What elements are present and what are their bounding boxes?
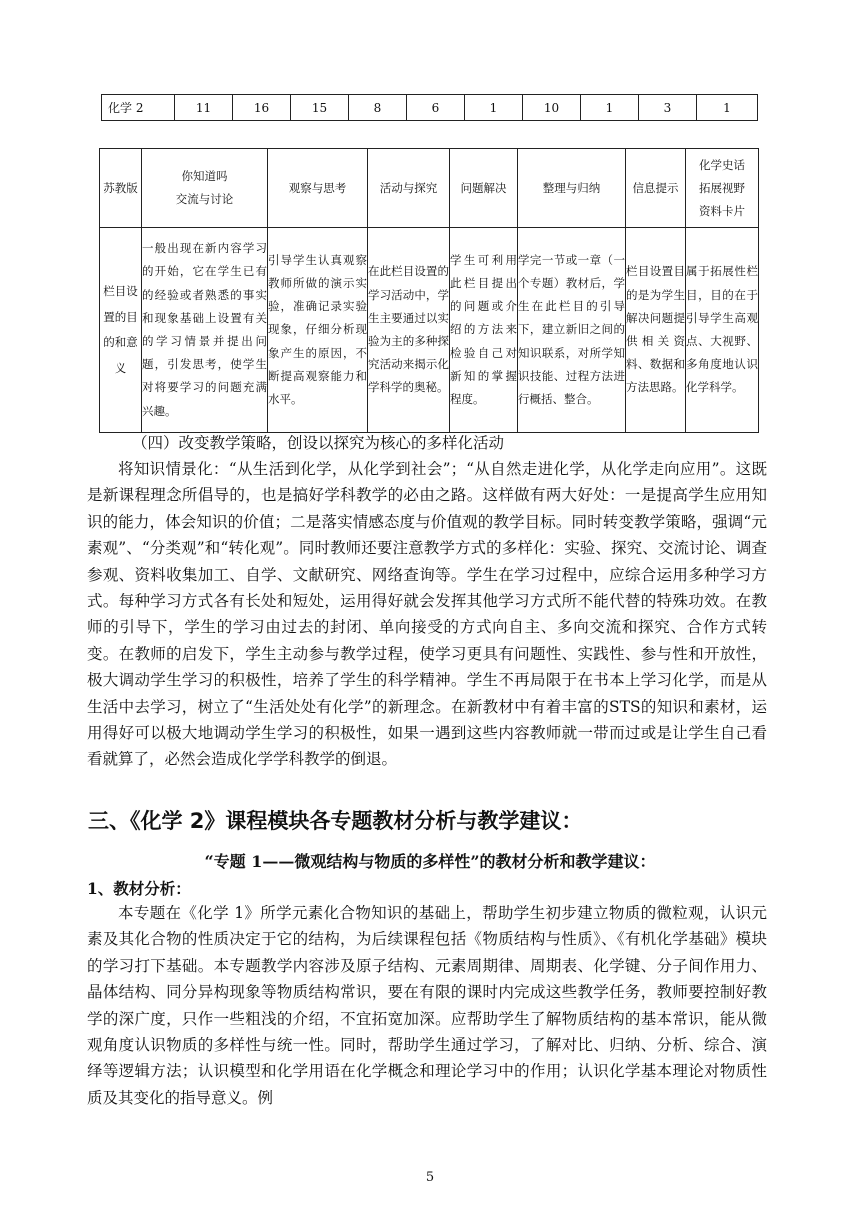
table-cell: 学生可利用此栏目提出的问题或介绍的方法来检验自己对新知的掌握程度。	[450, 228, 518, 433]
table-cell: 栏目设置目的是为学生解决问题提供相关资料、数据和方法思路。	[626, 228, 686, 433]
column-purpose-table	[99, 148, 759, 433]
table-cell: 10	[523, 95, 581, 121]
table-row	[102, 95, 758, 121]
table-header-cell: 信息提示	[626, 149, 686, 228]
table-header-cell: 活动与探究	[368, 149, 450, 228]
table-cell: 一般出现在新内容学习的开始，它在学生已有的经验或者熟悉的事实和现象基础上设置有关的学习情景并提出问题，引发思考，使学生对将要学习的问题充满兴趣。	[142, 228, 268, 433]
table-cell: 属于拓展性栏目，目的在于引导学生高观点、大视野、多角度地认识化学科学。	[686, 228, 759, 433]
table-cell: 3	[639, 95, 697, 121]
table-header-cell: 你知道吗 交流与讨论	[142, 149, 268, 228]
table-cell: 6	[407, 95, 465, 121]
body-paragraph: 本专题在《化学 1》所学元素化合物知识的基础上，帮助学生初步建立物质的微粒观，认识元素及其化合物的性质决定于它的结构，为后续课程包括《物质结构与性质》、《有机化学基础》模块的学习打下基础。本专题教学内容涉及原子结构、元素周期律、周期表、化学键、分子间作用力、晶体结构、同分异构现象等物质结构常识，要在有限的课时内完成这些教学任务，教师要控制好教学的深广度，只作一些粗浅的介绍，不宜拓宽加深。应帮助学生了解物质结构的基本常识，能从微观角度认识物质的多样性与统一性。同时，帮助学生通过学习，了解对比、归纳、分析、综合、演绎等逻辑方法；认识模型和化学用语在化学概念和理论学习中的作用；认识化学基本理论对物质性质及其变化的指导意义。例	[87, 904, 767, 1107]
table-cell: 16	[233, 95, 291, 121]
section-heading: 三、《化学 2》课程模块各专题教材分析与教学建议：	[88, 809, 583, 833]
table-cell: 引导学生认真观察教师所做的演示实验，准确记录实验现象，仔细分析现象产生的原因，不断提高观察能力和水平。	[268, 228, 368, 433]
subsection-heading: （四）改变教学策略，创设以探究为核心的多样化活动	[132, 434, 505, 452]
table-cell: 1	[465, 95, 523, 121]
table-header-row	[100, 149, 759, 228]
row-label-cell: 栏目设 置的目 的和意 义	[100, 228, 142, 433]
table-cell: 15	[291, 95, 349, 121]
table-cell: 8	[349, 95, 407, 121]
table-row	[100, 228, 759, 433]
table-cell: 化学 2	[102, 95, 175, 121]
page-number: 5	[425, 1170, 435, 1185]
table-header-cell: 整理与归纳	[518, 149, 626, 228]
table-header-cell: 问题解决	[450, 149, 518, 228]
body-paragraph: 将知识情景化：“从生活到化学，从化学到社会”；“从自然走进化学，从化学走向应用”。这既是新课程理念所倡导的，也是搞好学科教学的必由之路。这样做有两大好处：一是提高学生应用知识的能力，体会知识的价值；二是落实情感态度与价值观的教学目标。同时转变教学策略，强调“元素观”、“分类观”和“转化观”。同时教师还要注意教学方式的多样化：实验、探究、交流讨论、调查参观、资料收集加工、自学、文献研究、网络查询等。学生在学习过程中，应综合运用多种学习方式。每种学习方式各有长处和短处，运用得好就会发挥其他学习方式所不能代替的特殊功效。在教师的引导下，学生的学习由过去的封闭、单向接受的方式向自主、多向交流和探究、合作方式转变。在教师的启发下，学生主动参与教学过程，使学习更具有问题性、实践性、参与性和开放性，极大调动学生学习的积极性，培养了学生的科学精神。学生不再局限于在书本上学习化学，而是从生活中去学习，树立了“生活处处有化学”的新理念。在新教材中有着丰富的STS的知识和素材，运用得好可以极大地调动学生学习的积极性，如果一遇到这些内容教师就一带而过或是让学生自己看看就算了，必然会造成化学学科教学的倒退。	[87, 460, 767, 769]
table-cell: 学完一节或一章（一个专题）教材后，学生在此栏目的引导下，建立新旧之间的知识联系，对所学知识技能、过程方法进行概括、整合。	[518, 228, 626, 433]
statistics-table	[101, 94, 758, 121]
topic-heading: “专题 1——微观结构与物质的多样性”的教材分析和教学建议：	[204, 852, 656, 871]
table-header-cell: 观察与思考	[268, 149, 368, 228]
table-header-cell: 苏教版	[100, 149, 142, 228]
table-cell: 在此栏目设置的学习活动中，学生主要通过以实验为主的多种探究活动来揭示化学科学的奥秘。	[368, 228, 450, 433]
table-cell: 11	[175, 95, 233, 121]
table-header-cell: 化学史话 拓展视野 资料卡片	[686, 149, 759, 228]
table-cell: 1	[697, 95, 758, 121]
table-cell: 1	[581, 95, 639, 121]
subsection-title: 1、教材分析：	[87, 879, 191, 898]
